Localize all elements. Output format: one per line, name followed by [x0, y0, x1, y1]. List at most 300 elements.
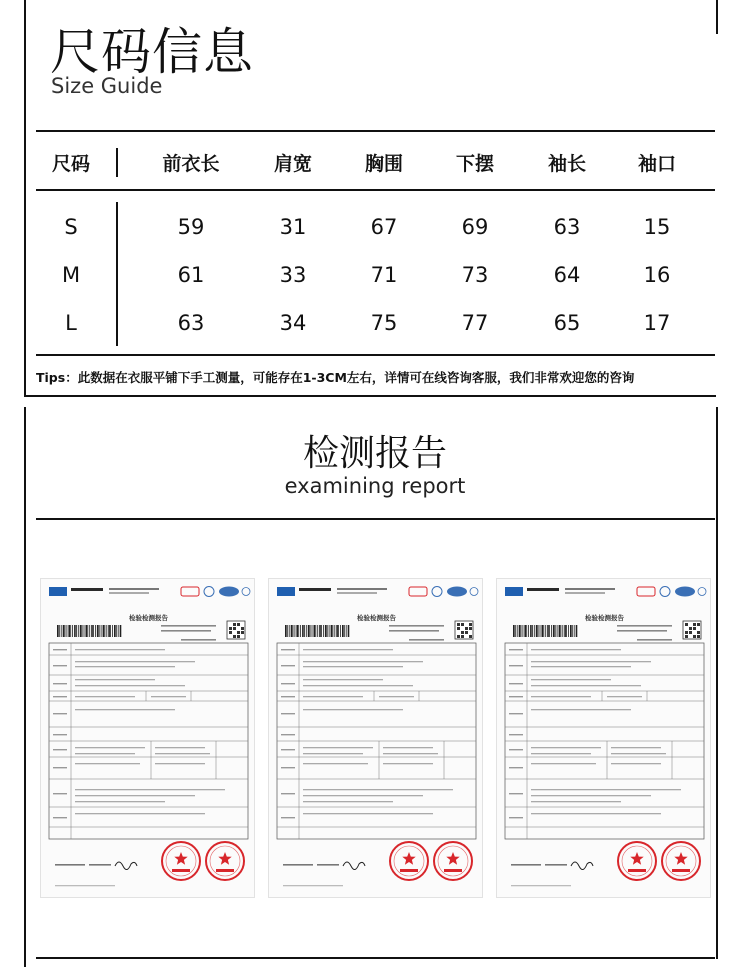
doc-text-line: [155, 753, 210, 754]
size-guide-title-cn: 尺码信息: [50, 23, 254, 81]
qr-code-module: [457, 627, 460, 630]
qr-code-module: [457, 623, 460, 626]
doc-text-line: [531, 747, 601, 748]
qr-code-module: [465, 627, 468, 630]
doc-label-line: [281, 713, 295, 714]
red-stamp-text-band: [628, 869, 646, 872]
header-hem: 下摆: [455, 153, 494, 175]
barcode-bar: [308, 625, 310, 637]
doc-text-line: [55, 885, 115, 886]
barcode-bar: [329, 625, 330, 637]
barcode-bar: [310, 625, 311, 637]
barcode-bar: [304, 625, 305, 637]
barcode-bar: [67, 625, 68, 637]
barcode-bar: [559, 625, 561, 637]
doc-text-line: [511, 864, 541, 866]
cell-chest: 71: [370, 263, 398, 287]
barcode-bar: [101, 625, 102, 637]
doc-label-line: [53, 793, 67, 794]
doc-label-line: [281, 767, 295, 768]
cell-hem: 77: [461, 311, 489, 335]
cell-hem: 73: [461, 263, 489, 287]
logo-text-mark: [337, 592, 377, 594]
barcode-bar: [566, 625, 567, 637]
cell-sleeve-length: 64: [553, 263, 581, 287]
doc-text-line: [611, 747, 661, 748]
barcode-bar: [543, 625, 544, 637]
cell-cuff: 15: [643, 215, 671, 239]
doc-label-line: [281, 683, 295, 684]
report-title-en: examining report: [284, 474, 466, 498]
barcode-bar: [513, 625, 515, 637]
qr-code-module: [685, 623, 688, 626]
cnas-badge-icon: [219, 587, 239, 597]
doc-text-line: [317, 864, 339, 866]
barcode-bar: [570, 625, 572, 637]
doc-text-line: [383, 753, 438, 754]
company-logo-icon: [277, 587, 295, 596]
logo-text-mark: [527, 588, 559, 591]
barcode-bar: [515, 625, 516, 637]
qr-code-module: [685, 635, 688, 638]
doc-text-line: [155, 763, 205, 764]
header-front-length: 前衣长: [162, 153, 220, 175]
qr-code-module: [685, 631, 688, 634]
header-sleeve-length: 袖长: [547, 153, 586, 175]
qr-code-module: [237, 623, 240, 626]
barcode-bar: [298, 625, 299, 637]
barcode-bar: [289, 625, 290, 637]
header-chest: 胸围: [364, 153, 403, 175]
page-bottom-line: [36, 957, 715, 959]
table-row: [36, 205, 715, 253]
doc-text-line: [75, 763, 140, 764]
doc-text-line: [161, 625, 216, 627]
qr-code-module: [465, 631, 468, 634]
doc-text-line: [531, 649, 621, 650]
doc-text-line: [409, 639, 444, 641]
barcode-bar: [108, 625, 110, 637]
barcode-bar: [95, 625, 96, 637]
barcode-bar: [325, 625, 327, 637]
ilac-badge-icon: [660, 587, 670, 597]
barcode-bar: [344, 625, 345, 637]
qr-code-module: [693, 627, 696, 630]
doc-text-line: [531, 789, 681, 790]
doc-text-line: [75, 747, 145, 748]
report-document-title: 检验检测报告: [129, 614, 168, 622]
barcode-bar: [110, 625, 111, 637]
doc-text-line: [181, 639, 216, 641]
barcode-bar: [333, 625, 334, 637]
qr-code-module: [689, 627, 692, 630]
header-cuff: 袖口: [637, 153, 676, 175]
logo-text-mark: [565, 588, 615, 590]
doc-text-line: [155, 747, 205, 748]
barcode-bar: [319, 625, 321, 637]
qr-code-module: [461, 631, 464, 634]
signature-mark: [115, 862, 137, 870]
header-shoulder: 肩宽: [273, 153, 312, 175]
logo-text-mark: [565, 592, 605, 594]
doc-text-line: [75, 801, 165, 802]
barcode-bar: [562, 625, 563, 637]
doc-text-line: [637, 639, 672, 641]
barcode-bar: [523, 625, 524, 637]
barcode-bar: [338, 625, 339, 637]
barcode-bar: [93, 625, 94, 637]
logo-text-mark: [109, 592, 149, 594]
barcode-bar: [547, 625, 549, 637]
barcode-bar: [86, 625, 88, 637]
red-stamp-text-band: [216, 869, 234, 872]
doc-text-line: [303, 753, 363, 754]
doc-label-line: [509, 696, 523, 697]
doc-text-line: [617, 630, 667, 632]
barcode-bar: [317, 625, 318, 637]
left-border-top: [24, 0, 26, 397]
cell-front-length: 61: [177, 263, 205, 287]
barcode-bar: [87, 625, 88, 637]
barcode-bar: [120, 625, 122, 637]
doc-label-line: [509, 793, 523, 794]
barcode-bar: [296, 625, 298, 637]
report-title-cn: 检测报告: [302, 433, 447, 474]
doc-text-line: [531, 679, 611, 680]
doc-text-line: [303, 813, 433, 814]
doc-text-line: [531, 795, 651, 796]
barcode-bar: [323, 625, 324, 637]
barcode-bar: [336, 625, 338, 637]
cell-chest: 67: [370, 215, 398, 239]
doc-label-line: [281, 696, 295, 697]
doc-text-line: [531, 685, 641, 686]
barcode-bar: [76, 625, 77, 637]
ilac-badge-icon: [204, 587, 214, 597]
barcode-bar: [574, 625, 575, 637]
doc-text-line: [303, 661, 423, 662]
qr-code-module: [237, 631, 240, 634]
report-document-2: [268, 578, 483, 898]
barcode-bar: [542, 625, 544, 637]
doc-label-line: [53, 683, 67, 684]
doc-label-line: [509, 817, 523, 818]
doc-text-line: [89, 864, 111, 866]
doc-text-line: [75, 696, 135, 697]
doc-label-line: [281, 749, 295, 750]
doc-text-line: [303, 696, 363, 697]
doc-text-line: [55, 864, 85, 866]
barcode-bar: [312, 625, 313, 637]
cell-hem: 69: [461, 215, 489, 239]
qr-code-module: [237, 635, 240, 638]
size-table-header: [36, 131, 715, 191]
report-document-graphic: [41, 579, 255, 898]
barcode-bar: [80, 625, 82, 637]
red-stamp-text-band: [444, 869, 462, 872]
barcode-bar: [291, 625, 293, 637]
barcode-bar: [519, 625, 521, 637]
barcode-bar: [540, 625, 541, 637]
doc-text-line: [383, 747, 433, 748]
logo-text-mark: [299, 588, 331, 591]
doc-text-line: [607, 696, 642, 697]
barcode-bar: [97, 625, 99, 637]
doc-text-line: [283, 885, 343, 886]
doc-text-line: [303, 709, 403, 710]
doc-text-line: [303, 679, 383, 680]
barcode-bar: [346, 625, 347, 637]
doc-text-line: [545, 864, 567, 866]
doc-text-line: [303, 747, 373, 748]
doc-text-line: [75, 649, 165, 650]
qr-code-module: [697, 635, 700, 638]
doc-label-line: [281, 817, 295, 818]
report-document-graphic: [497, 579, 711, 898]
barcode-bar: [327, 625, 328, 637]
barcode-bar: [517, 625, 518, 637]
barcode-bar: [555, 625, 556, 637]
doc-label-line: [509, 749, 523, 750]
doc-text-line: [379, 696, 414, 697]
cell-shoulder: 34: [279, 311, 307, 335]
qr-code-module: [241, 631, 244, 634]
barcode-bar: [295, 625, 296, 637]
cell-front-length: 59: [177, 215, 205, 239]
qr-code-module: [469, 627, 472, 630]
barcode-bar: [63, 625, 65, 637]
doc-label-line: [509, 683, 523, 684]
doc-text-line: [283, 864, 313, 866]
doc-text-line: [389, 625, 444, 627]
size-guide-title-en: Size Guide: [51, 74, 163, 98]
barcode-bar: [536, 625, 538, 637]
doc-label-line: [509, 767, 523, 768]
doc-label-line: [509, 713, 523, 714]
red-stamp-text-band: [400, 869, 418, 872]
cnas-badge-icon: [447, 587, 467, 597]
doc-label-line: [509, 734, 523, 735]
barcode-bar: [564, 625, 566, 637]
doc-text-line: [75, 666, 175, 667]
cell-shoulder: 33: [279, 263, 307, 287]
seal-badge-icon: [698, 588, 706, 596]
barcode-bar: [74, 625, 76, 637]
table-row: [36, 301, 715, 349]
cell-cuff: 17: [643, 311, 671, 335]
doc-label-line: [509, 649, 523, 650]
doc-text-line: [531, 813, 661, 814]
signature-mark: [571, 862, 593, 870]
barcode-bar: [57, 625, 59, 637]
doc-text-line: [611, 763, 661, 764]
barcode-bar: [84, 625, 85, 637]
qr-code-module: [469, 635, 472, 638]
doc-text-line: [531, 666, 631, 667]
barcode-bar: [70, 625, 71, 637]
seal-badge-icon: [470, 588, 478, 596]
report-document-title: 检验检测报告: [357, 614, 396, 622]
doc-text-line: [531, 753, 591, 754]
report-document-graphic: [269, 579, 483, 898]
barcode-bar: [306, 625, 307, 637]
barcode-bar: [300, 625, 301, 637]
barcode-bar: [287, 625, 288, 637]
table-row: [36, 253, 715, 301]
doc-label-line: [53, 665, 67, 666]
barcode-bar: [112, 625, 113, 637]
qr-code-module: [697, 631, 700, 634]
qr-code-module: [229, 627, 232, 630]
red-stamp-star: [174, 852, 187, 865]
doc-text-line: [75, 709, 175, 710]
barcode-bar: [561, 625, 562, 637]
doc-label-line: [509, 665, 523, 666]
doc-label-line: [281, 734, 295, 735]
barcode-bar: [116, 625, 117, 637]
barcode-bar: [285, 625, 287, 637]
logo-text-mark: [337, 588, 387, 590]
barcode-bar: [342, 625, 344, 637]
report-document-1: [40, 578, 255, 898]
qr-code-module: [689, 631, 692, 634]
barcode-bar: [314, 625, 316, 637]
barcode-bar: [91, 625, 93, 637]
barcode-bar: [530, 625, 532, 637]
signature-mark: [343, 862, 365, 870]
doc-text-line: [303, 649, 393, 650]
barcode-bar: [348, 625, 350, 637]
barcode-bar: [334, 625, 335, 637]
barcode-bar: [59, 625, 60, 637]
red-stamp-text-band: [672, 869, 690, 872]
doc-text-line: [151, 696, 186, 697]
barcode-bar: [532, 625, 533, 637]
barcode-bar: [118, 625, 119, 637]
barcode-bar: [293, 625, 294, 637]
doc-text-line: [75, 685, 185, 686]
doc-label-line: [53, 713, 67, 714]
logo-text-mark: [71, 588, 103, 591]
report-header-divider: [36, 518, 715, 520]
size-tips-note: Tips：此数据在衣服平铺下手工测量，可能存在1-3CM左右，详情可在线咨询客服，我们非常欢迎您的咨询: [36, 370, 635, 385]
cell-chest: 75: [370, 311, 398, 335]
doc-text-line: [611, 753, 666, 754]
barcode-bar: [103, 625, 105, 637]
company-logo-icon: [49, 587, 67, 596]
red-stamp-star: [674, 852, 687, 865]
header-size: 尺码: [51, 153, 90, 175]
company-logo-icon: [505, 587, 523, 596]
doc-label-line: [281, 665, 295, 666]
barcode-bar: [65, 625, 66, 637]
qr-code-module: [233, 627, 236, 630]
barcode-bar: [568, 625, 569, 637]
barcode-bar: [545, 625, 546, 637]
doc-label-line: [281, 793, 295, 794]
barcode-bar: [526, 625, 527, 637]
ilac-badge-icon: [432, 587, 442, 597]
barcode-bar: [534, 625, 535, 637]
qr-code-module: [461, 635, 464, 638]
cell-size: L: [65, 311, 77, 335]
barcode-bar: [538, 625, 539, 637]
barcode-bar: [557, 625, 558, 637]
cell-front-length: 63: [177, 311, 205, 335]
report-document-title: 检验检测报告: [585, 614, 624, 622]
red-stamp-star: [630, 852, 643, 865]
cell-sleeve-length: 65: [553, 311, 581, 335]
doc-text-line: [511, 885, 571, 886]
doc-text-line: [303, 666, 403, 667]
red-stamp-star: [446, 852, 459, 865]
doc-label-line: [53, 696, 67, 697]
cnas-badge-icon: [675, 587, 695, 597]
cell-size: M: [61, 263, 81, 287]
qr-code-module: [241, 627, 244, 630]
barcode-bar: [549, 625, 550, 637]
qr-code-module: [693, 635, 696, 638]
barcode-bar: [321, 625, 322, 637]
doc-text-line: [75, 753, 135, 754]
red-stamp-text-band: [172, 869, 190, 872]
doc-text-line: [161, 630, 211, 632]
cell-sleeve-length: 63: [553, 215, 581, 239]
barcode-bar: [302, 625, 304, 637]
barcode-bar: [331, 625, 333, 637]
doc-text-line: [75, 813, 205, 814]
barcode-bar: [340, 625, 341, 637]
barcode-bar: [521, 625, 522, 637]
doc-label-line: [53, 767, 67, 768]
barcode-bar: [78, 625, 79, 637]
red-stamp-star: [218, 852, 231, 865]
barcode-bar: [524, 625, 526, 637]
doc-text-line: [383, 763, 433, 764]
cell-size: S: [64, 215, 78, 239]
cma-badge-icon: [181, 587, 199, 596]
cma-badge-icon: [637, 587, 655, 596]
barcode-bar: [553, 625, 555, 637]
barcode-bar: [315, 625, 316, 637]
doc-label-line: [53, 649, 67, 650]
seal-badge-icon: [242, 588, 250, 596]
cma-badge-icon: [409, 587, 427, 596]
qr-code-module: [457, 635, 460, 638]
barcode-bar: [68, 625, 70, 637]
doc-text-line: [389, 630, 439, 632]
doc-text-line: [75, 679, 155, 680]
barcode-bar: [528, 625, 529, 637]
doc-text-line: [303, 795, 423, 796]
barcode-bar: [572, 625, 573, 637]
logo-text-mark: [109, 588, 159, 590]
barcode-bar: [72, 625, 73, 637]
doc-text-line: [303, 685, 413, 686]
doc-label-line: [53, 817, 67, 818]
qr-code-module: [469, 623, 472, 626]
doc-text-line: [303, 789, 453, 790]
doc-text-line: [303, 801, 393, 802]
barcode-bar: [551, 625, 552, 637]
doc-text-line: [531, 709, 631, 710]
qr-code-module: [697, 623, 700, 626]
barcode-bar: [82, 625, 83, 637]
barcode-bar: [114, 625, 116, 637]
qr-code-module: [229, 631, 232, 634]
section-bottom-line: [24, 395, 716, 397]
qr-code-module: [233, 623, 236, 626]
